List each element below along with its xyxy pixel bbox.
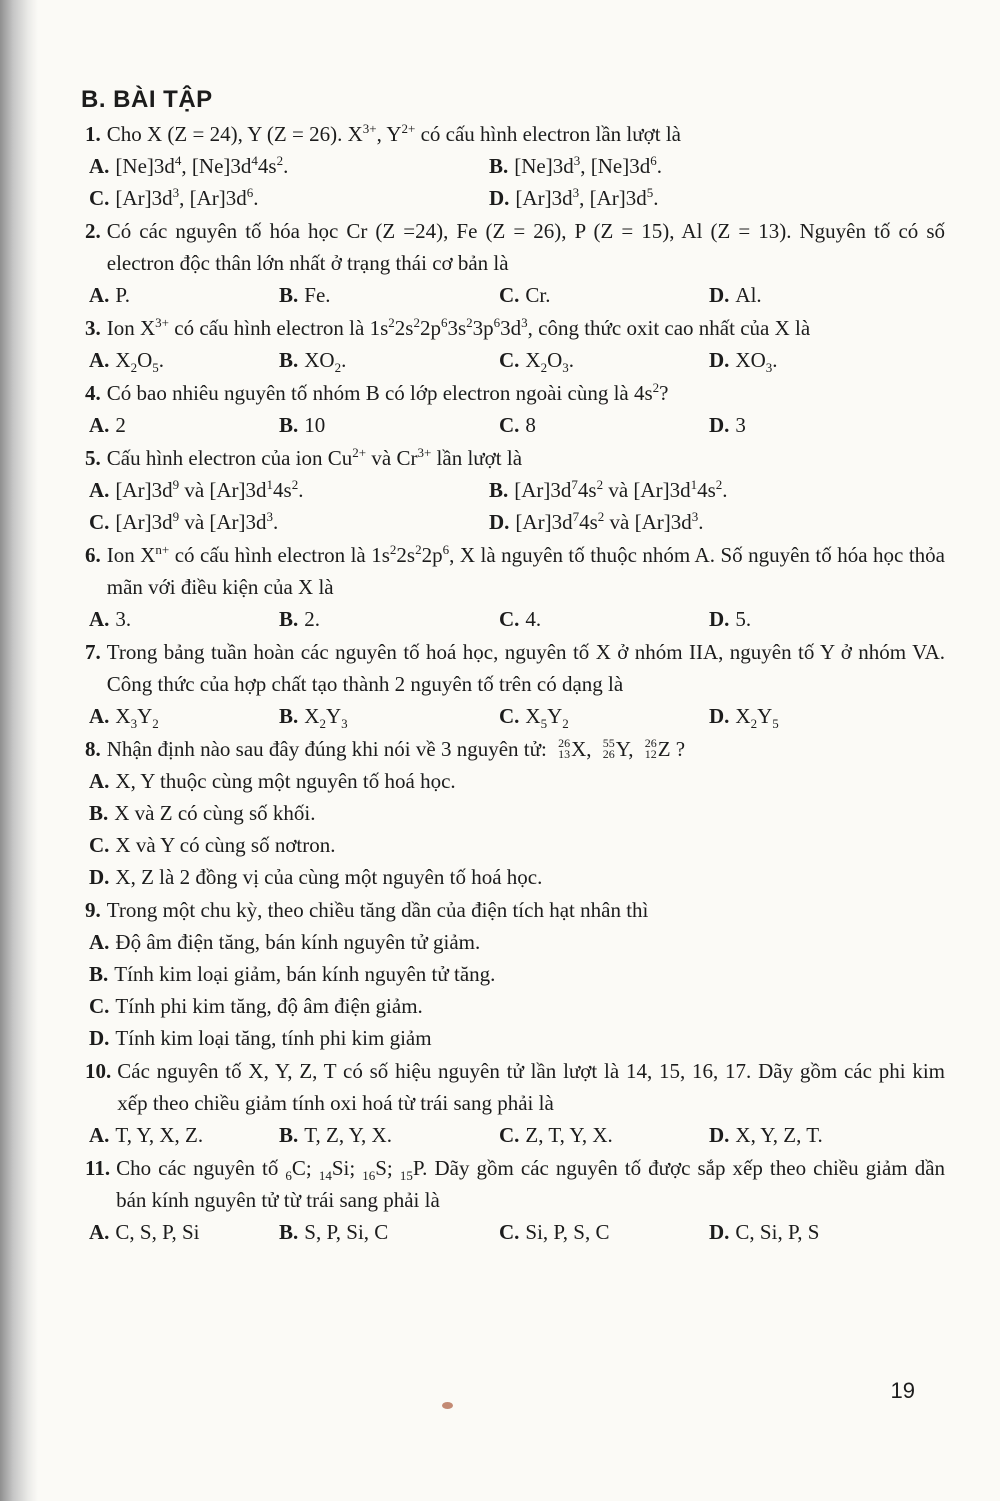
answer-option-a bbox=[89, 700, 279, 732]
option-text: $X_2O_3$. bbox=[525, 348, 575, 376]
answer-option-a bbox=[89, 474, 489, 506]
option-letter: D. bbox=[709, 348, 730, 372]
option-text: Si, P, S, C bbox=[525, 1220, 610, 1244]
answer-option-c bbox=[89, 829, 945, 861]
question-number: 1. bbox=[85, 122, 101, 146]
answer-option-d bbox=[709, 279, 929, 311]
option-letter: D. bbox=[709, 704, 730, 728]
answer-option-c bbox=[499, 1119, 709, 1151]
option-text: X và Z có cùng số khối. bbox=[114, 801, 316, 825]
answer-option-a bbox=[89, 150, 489, 182]
question-1 bbox=[85, 118, 945, 214]
option-text: 3. bbox=[115, 607, 132, 631]
option-text: $X_2O_5$. bbox=[115, 348, 165, 376]
answer-option-d bbox=[709, 700, 929, 732]
option-letter: C. bbox=[89, 833, 110, 857]
option-text: $[Ar]3d^9$ và $[Ar]3d^14s^2$. bbox=[115, 477, 304, 502]
option-letter: A. bbox=[89, 704, 110, 728]
question-stem bbox=[85, 539, 945, 603]
question-2 bbox=[85, 215, 945, 311]
option-text: X, Y, Z, T. bbox=[735, 1123, 823, 1147]
question-stem bbox=[85, 442, 945, 474]
question-stem bbox=[85, 118, 945, 150]
option-text: Fe. bbox=[304, 283, 331, 307]
option-text: 10 bbox=[304, 413, 326, 437]
option-text: $[Ar]3d^74s^2$ và $[Ar]3d^3$. bbox=[515, 509, 704, 534]
option-letter: D. bbox=[709, 607, 730, 631]
answer-option-c bbox=[499, 603, 709, 635]
option-letter: D. bbox=[89, 1026, 110, 1050]
question-number: 6. bbox=[85, 543, 101, 567]
option-text: Tính phi kim tăng, độ âm điện giảm. bbox=[115, 994, 423, 1018]
option-text: $[Ar]3d^74s^2$ và $[Ar]3d^14s^2$. bbox=[514, 477, 728, 502]
option-letter: B. bbox=[279, 607, 299, 631]
question-stem bbox=[85, 733, 945, 765]
option-text: $X_5Y_2$ bbox=[525, 704, 569, 732]
option-letter: D. bbox=[709, 1220, 730, 1244]
option-text: C, S, P, Si bbox=[115, 1220, 200, 1244]
option-letter: A. bbox=[89, 607, 110, 631]
option-text: 4. bbox=[525, 607, 542, 631]
question-number: 7. bbox=[85, 640, 101, 664]
option-letter: D. bbox=[709, 413, 730, 437]
book-spine-shadow bbox=[0, 0, 38, 1501]
option-text: $X_2Y_3$ bbox=[304, 704, 348, 732]
option-letter: A. bbox=[89, 283, 110, 307]
option-letter: B. bbox=[279, 283, 299, 307]
answer-option-b bbox=[489, 474, 929, 506]
question-number: 3. bbox=[85, 316, 101, 340]
question-number: 5. bbox=[85, 446, 101, 470]
question-text: Trong một chu kỳ, theo chiều tăng dần của điện tích hạt nhân thì bbox=[106, 898, 649, 922]
question-3 bbox=[85, 312, 945, 376]
question-11 bbox=[85, 1152, 945, 1248]
question-number: 8. bbox=[85, 737, 101, 761]
question-9 bbox=[85, 894, 945, 1054]
option-text: 2. bbox=[304, 607, 321, 631]
question-6 bbox=[85, 539, 945, 635]
option-letter: B. bbox=[489, 154, 509, 178]
answer-option-b bbox=[489, 150, 929, 182]
option-letter: A. bbox=[89, 930, 110, 954]
answer-option-d bbox=[709, 603, 929, 635]
option-text: Tính kim loại giảm, bán kính nguyên tử tăng. bbox=[114, 962, 496, 986]
question-number: 9. bbox=[85, 898, 101, 922]
answer-options bbox=[85, 474, 945, 538]
answer-option-b bbox=[279, 279, 499, 311]
option-text: $X_2Y_5$ bbox=[735, 704, 779, 732]
option-text: $XO_2$. bbox=[304, 348, 347, 376]
page-number: 19 bbox=[890, 1378, 915, 1403]
question-text: Ion $X^{n+}$ có cấu hình electron là $1s^22s^22p^6$, X là nguyên tố thuộc nhóm A. Số nguyên tố hóa học thỏa mãn với điều kiện của X là bbox=[106, 542, 945, 599]
answer-option-c bbox=[499, 344, 709, 376]
answer-option-b bbox=[279, 409, 499, 441]
option-text: T, Y, X, Z. bbox=[115, 1123, 204, 1147]
option-letter: C. bbox=[499, 1220, 520, 1244]
option-text: Độ âm điện tăng, bán kính nguyên tử giảm. bbox=[115, 930, 481, 954]
answer-option-c bbox=[89, 506, 489, 538]
option-text: $[Ar]3d^3$, $[Ar]3d^5$. bbox=[515, 185, 659, 210]
question-text: Nhận định nào sau đây đúng khi nói về 3 nguyên tử: 26 13 X, 55 26 Y, 26 12 Z ? bbox=[106, 736, 686, 762]
answer-option-d bbox=[89, 1022, 945, 1054]
question-number: 2. bbox=[85, 219, 101, 243]
answer-option-b bbox=[279, 344, 499, 376]
option-letter: C. bbox=[89, 510, 110, 534]
answer-option-b bbox=[279, 1216, 499, 1248]
question-4 bbox=[85, 377, 945, 441]
answer-option-d bbox=[489, 182, 929, 214]
answer-option-a bbox=[89, 926, 945, 958]
option-letter: B. bbox=[279, 1220, 299, 1244]
answer-option-a bbox=[89, 344, 279, 376]
option-letter: B. bbox=[279, 348, 299, 372]
option-letter: C. bbox=[499, 704, 520, 728]
answer-option-b bbox=[279, 603, 499, 635]
answer-options bbox=[85, 150, 945, 214]
option-text: X, Y thuộc cùng một nguyên tố hoá học. bbox=[115, 769, 456, 793]
option-letter: A. bbox=[89, 413, 110, 437]
option-letter: C. bbox=[499, 1123, 520, 1147]
answer-option-a bbox=[89, 1119, 279, 1151]
question-stem bbox=[85, 636, 945, 700]
option-letter: B. bbox=[279, 704, 299, 728]
option-letter: B. bbox=[279, 1123, 299, 1147]
option-letter: D. bbox=[489, 510, 510, 534]
option-letter: D. bbox=[89, 865, 110, 889]
option-text: 2 bbox=[115, 413, 126, 437]
section-title: B. BÀI TẬP bbox=[81, 86, 213, 113]
question-text: Cho X (Z = 24), Y (Z = 26). $X^{3+}$, $Y^{2+}$ có cấu hình electron lần lượt là bbox=[106, 121, 681, 146]
answer-options bbox=[85, 409, 945, 441]
question-stem bbox=[85, 1055, 945, 1119]
answer-option-b bbox=[89, 797, 945, 829]
question-number: 11. bbox=[85, 1156, 111, 1180]
answer-option-c bbox=[89, 990, 945, 1022]
answer-option-b bbox=[89, 958, 945, 990]
option-letter: B. bbox=[489, 478, 509, 502]
question-text: Các nguyên tố X, Y, Z, T có số hiệu nguyên tử lần lượt là 14, 15, 16, 17. Dãy gồm các phi kim xếp theo chiều giảm tính oxi hoá từ trái sang phải là bbox=[117, 1059, 945, 1115]
question-text: Ion $X^{3+}$ có cấu hình electron là $1s^22s^22p^63s^23p^63d^3$, công thức oxit cao nhất của X là bbox=[106, 315, 811, 340]
answer-options bbox=[85, 1216, 945, 1248]
option-text: C, Si, P, S bbox=[735, 1220, 820, 1244]
question-number: 4. bbox=[85, 381, 101, 405]
option-letter: D. bbox=[489, 186, 510, 210]
option-letter: C. bbox=[499, 607, 520, 631]
answer-option-c bbox=[499, 279, 709, 311]
question-text: Có các nguyên tố hóa học Cr (Z =24), Fe (Z = 26), P (Z = 15), Al (Z = 13). Nguyên tố có số electron độc thân lớn nhất ở trạng thái cơ bản là bbox=[106, 219, 945, 275]
option-letter: C. bbox=[89, 994, 110, 1018]
question-number: 10. bbox=[85, 1059, 112, 1083]
option-letter: B. bbox=[89, 801, 109, 825]
answer-options bbox=[85, 700, 945, 732]
option-letter: A. bbox=[89, 1123, 110, 1147]
option-text: Al. bbox=[735, 283, 762, 307]
answer-option-b bbox=[279, 1119, 499, 1151]
option-text: $[Ar]3d^9$ và $[Ar]3d^3$. bbox=[115, 509, 279, 534]
answer-option-a bbox=[89, 279, 279, 311]
option-text: X và Y có cùng số nơtron. bbox=[115, 833, 336, 857]
option-text: $X_3Y_2$ bbox=[115, 704, 159, 732]
answer-options bbox=[85, 279, 945, 311]
option-text: Tính kim loại tăng, tính phi kim giảm bbox=[115, 1026, 432, 1050]
answer-option-a bbox=[89, 1216, 279, 1248]
answer-options bbox=[85, 344, 945, 376]
option-letter: A. bbox=[89, 769, 110, 793]
answer-option-d bbox=[489, 506, 929, 538]
answer-option-a bbox=[89, 603, 279, 635]
answer-option-a bbox=[89, 765, 945, 797]
answer-option-c bbox=[89, 182, 489, 214]
question-10 bbox=[85, 1055, 945, 1151]
option-text: 8 bbox=[525, 413, 536, 437]
option-letter: B. bbox=[89, 962, 109, 986]
question-text: Cấu hình electron của ion $Cu^{2+}$ và $Cr^{3+}$ lần lượt là bbox=[106, 445, 523, 470]
option-letter: D. bbox=[709, 1123, 730, 1147]
answer-option-c bbox=[499, 700, 709, 732]
option-text: $XO_3$. bbox=[735, 348, 778, 376]
option-text: Z, T, Y, X. bbox=[525, 1123, 613, 1147]
question-stem bbox=[85, 894, 945, 926]
ink-dot-mark bbox=[442, 1402, 453, 1409]
option-text: T, Z, Y, X. bbox=[304, 1123, 392, 1147]
question-stem bbox=[85, 312, 945, 344]
option-text: $[Ne]3d^4$, $[Ne]3d^44s^2$. bbox=[115, 153, 289, 178]
question-text: Trong bảng tuần hoàn các nguyên tố hoá học, nguyên tố X ở nhóm IIA, nguyên tố Y ở nhóm VA. Công thức của hợp chất tạo thành 2 nguyên tố trên có dạng là bbox=[106, 640, 945, 696]
question-5 bbox=[85, 442, 945, 538]
option-letter: B. bbox=[279, 413, 299, 437]
option-letter: A. bbox=[89, 478, 110, 502]
question-text: Cho các nguyên tố $_6$C; $_{14}$Si; $_{16}$S; $_{15}$P. Dãy gồm các nguyên tố được sắp xếp theo chiều giảm dần bán kính nguyên tử từ trái sang phải là bbox=[116, 1156, 946, 1212]
option-letter: C. bbox=[499, 413, 520, 437]
answer-options bbox=[85, 926, 945, 1054]
answer-option-d bbox=[709, 409, 929, 441]
answer-option-a bbox=[89, 409, 279, 441]
option-text: $[Ne]3d^3$, $[Ne]3d^6$. bbox=[514, 153, 662, 178]
question-stem bbox=[85, 215, 945, 279]
answer-option-b bbox=[279, 700, 499, 732]
question-text: Có bao nhiêu nguyên tố nhóm B có lớp electron ngoài cùng là $4s^2$? bbox=[106, 380, 669, 405]
option-letter: C. bbox=[89, 186, 110, 210]
answer-option-d bbox=[89, 861, 945, 893]
option-letter: D. bbox=[709, 283, 730, 307]
option-text: S, P, Si, C bbox=[304, 1220, 389, 1244]
option-letter: A. bbox=[89, 1220, 110, 1244]
answer-option-c bbox=[499, 1216, 709, 1248]
question-list bbox=[85, 118, 945, 1248]
exercise-page bbox=[81, 86, 946, 1249]
answer-options bbox=[85, 765, 945, 893]
answer-option-d bbox=[709, 1119, 929, 1151]
answer-options bbox=[85, 1119, 945, 1151]
option-letter: C. bbox=[499, 283, 520, 307]
question-7 bbox=[85, 636, 945, 732]
option-text: $[Ar]3d^3$, $[Ar]3d^6$. bbox=[115, 185, 259, 210]
option-letter: A. bbox=[89, 154, 110, 178]
answer-option-c bbox=[499, 409, 709, 441]
question-stem bbox=[85, 1152, 945, 1216]
option-letter: A. bbox=[89, 348, 110, 372]
answer-option-d bbox=[709, 344, 929, 376]
option-text: 3 bbox=[735, 413, 746, 437]
option-text: Cr. bbox=[525, 283, 551, 307]
question-8 bbox=[85, 733, 945, 893]
option-text: 5. bbox=[735, 607, 752, 631]
option-letter: C. bbox=[499, 348, 520, 372]
option-text: P. bbox=[115, 283, 131, 307]
question-stem bbox=[85, 377, 945, 409]
answer-options bbox=[85, 603, 945, 635]
option-text: X, Z là 2 đồng vị của cùng một nguyên tố hoá học. bbox=[115, 865, 543, 889]
answer-option-d bbox=[709, 1216, 929, 1248]
